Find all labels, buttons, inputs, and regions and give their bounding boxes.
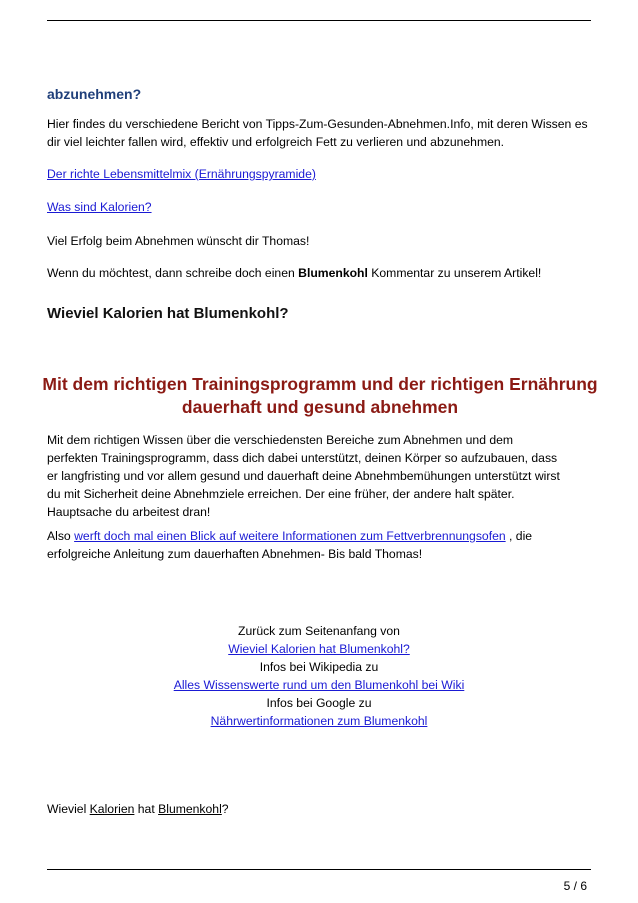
google-label: Infos bei Google zu (266, 696, 372, 710)
training-paragraph (47, 431, 595, 521)
also-paragraph (47, 527, 595, 563)
section-heading: Wieviel Kalorien hat Blumenkohl? (47, 305, 289, 322)
back-to-top-link[interactable]: Wieviel Kalorien hat Blumenkohl? (228, 642, 410, 656)
footer-prefix: Wieviel (47, 802, 90, 816)
page-number: 5 / 6 (563, 879, 587, 893)
fettverbrennungsofen-link[interactable]: werft doch mal einen Blick auf weitere Informationen zum Fettverbrennungsofen (74, 529, 506, 543)
training-line: perfekten Trainingsprogramm, dass dich dabei unterstützt, deinen Körper so aufzubauen, dass (47, 451, 558, 465)
wikipedia-link[interactable]: Alles Wissenswerte rund um den Blumenkohl bei Wiki (173, 678, 465, 692)
kalorien-tag-link[interactable]: Kalorien (89, 802, 135, 816)
center-links-block (47, 622, 591, 730)
top-heading: abzunehmen? (47, 86, 142, 102)
bottom-rule (47, 869, 591, 870)
blumenkohl-tag-link[interactable]: Blumenkohl (158, 802, 222, 816)
kalorien-link[interactable]: Was sind Kalorien? (47, 200, 152, 214)
back-label: Zurück zum Seitenanfang von (238, 624, 400, 638)
lebensmittelmix-link[interactable]: Der richte Lebensmittelmix (Ernährungspyramide) (47, 167, 316, 181)
also-suffix: , die (505, 529, 533, 543)
comment-bold: Blumenkohl (298, 266, 368, 280)
intro-paragraph: Hier findes du verschiedene Bericht von Tipps-Zum-Gesunden-Abnehmen.Info, mit deren Wissen es dir viel leichter fallen wird, effektiv und erfolgreich Fett zu verlieren und abzunehmen. (47, 117, 588, 149)
training-line: Hauptsache du arbeitest dran! (47, 505, 211, 519)
comment-before: Wenn du möchtest, dann schreibe doch einen (47, 266, 299, 280)
wiki-label: Infos bei Wikipedia zu (259, 660, 379, 674)
lebensmittelmix-link-row (47, 165, 595, 183)
google-link[interactable]: Nährwertinformationen zum Blumenkohl (210, 714, 428, 728)
also-line1 (47, 527, 595, 545)
red-heading (40, 373, 600, 419)
red-heading-line1: Mit dem richtigen Trainingsprogramm und der richtigen Ernährung (42, 374, 598, 394)
top-rule (47, 20, 591, 21)
red-heading-line2: dauerhaft und gesund abnehmen (181, 397, 459, 417)
training-line: er langfristing und vor allem gesund und dauerhaft deine Abnehmbemühungen unterstützt wirst (47, 469, 560, 483)
also-prefix: Also (47, 529, 75, 543)
greeting-text: Viel Erfolg beim Abnehmen wünscht dir Thomas! (47, 234, 310, 248)
training-line: Mit dem richtigen Wissen über die verschiedensten Bereiche zum Abnehmen und dem (47, 433, 514, 447)
kalorien-link-row (47, 198, 595, 216)
also-line2: erfolgreiche Anleitung zum dauerhaften Abnehmen- Bis bald Thomas! (47, 547, 423, 561)
training-line: du mit Sicherheit deine Abnehmziele erreichen. Der eine früher, der andere halt später. (47, 487, 515, 501)
footer-text (47, 800, 595, 818)
comment-paragraph (47, 264, 595, 282)
footer-middle: hat (134, 802, 159, 816)
footer-suffix: ? (221, 802, 229, 816)
comment-after: Kommentar zu unserem Artikel! (367, 266, 542, 280)
